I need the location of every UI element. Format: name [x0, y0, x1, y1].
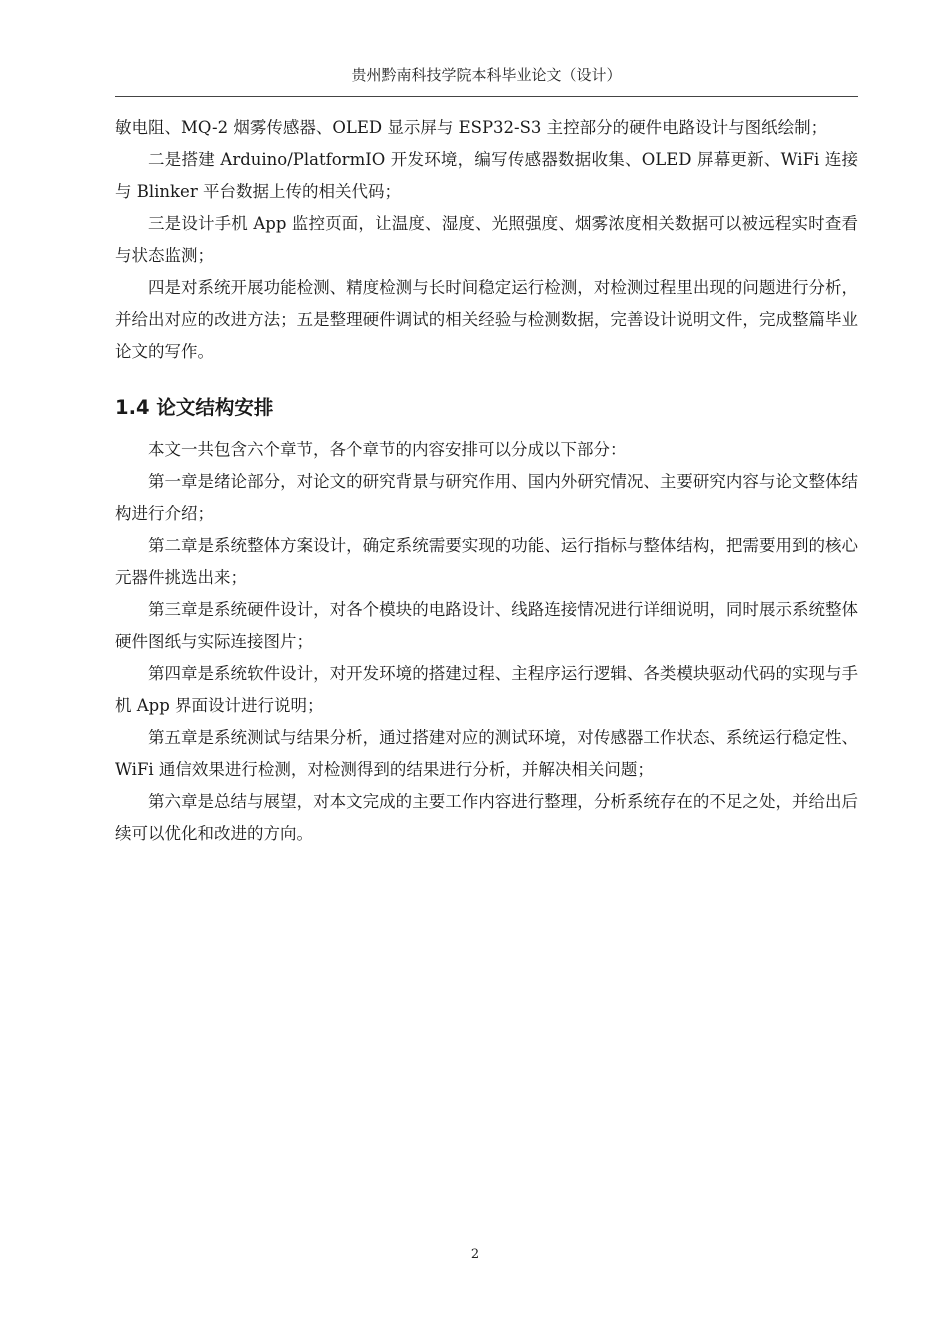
paragraph-after-2: 第二章是系统整体方案设计，确定系统需要实现的功能、运行指标与整体结构，把需要用到的核心元器件挑选出来； [115, 536, 858, 587]
page-number: 2 [470, 1247, 480, 1262]
paragraph-before-1: 二是搭建 Arduino/PlatformIO 开发环境，编写传感器数据收集、OLED 屏幕更新、WiFi 连接与 Blinker 平台数据上传的相关代码； [115, 150, 858, 201]
paragraph-after-5: 第五章是系统测试与结果分析，通过搭建对应的测试环境，对传感器工作状态、系统运行稳定性、WiFi 通信效果进行检测，对检测得到的结果进行分析，并解决相关问题； [115, 728, 858, 779]
paragraph-after-3: 第三章是系统硬件设计，对各个模块的电路设计、线路连接情况进行详细说明，同时展示系统整体硬件图纸与实际连接图片； [115, 600, 858, 651]
paragraph-after-0: 本文一共包含六个章节，各个章节的内容安排可以分成以下部分： [148, 440, 627, 459]
page-header: 贵州黔南科技学院本科毕业论文（设计） [351, 66, 622, 84]
paragraph-after-1: 第一章是绪论部分，对论文的研究背景与研究作用、国内外研究情况、主要研究内容与论文整体结构进行介绍； [115, 472, 858, 523]
paragraph-after-6: 第六章是总结与展望，对本文完成的主要工作内容进行整理，分析系统存在的不足之处，并给出后续可以优化和改进的方向。 [115, 792, 858, 843]
paragraph-before-3: 四是对系统开展功能检测、精度检测与长时间稳定运行检测，对检测过程里出现的问题进行分析，并给出对应的改进方法；五是整理硬件调试的相关经验与检测数据，完善设计说明文件，完成整篇毕业论文的写作。 [115, 278, 858, 361]
document-body [115, 112, 858, 850]
paragraph-before-0: 敏电阻、MQ-2 烟雾传感器、OLED 显示屏与 ESP32-S3 主控部分的硬件电路设计与图纸绘制； [115, 118, 828, 137]
header-rule [115, 96, 858, 97]
paragraph-after-4: 第四章是系统软件设计，对开发环境的搭建过程、主程序运行逻辑、各类模块驱动代码的实现与手机 App 界面设计进行说明； [115, 664, 858, 715]
section-heading: 1.4 论文结构安排 [115, 396, 274, 419]
paragraph-before-2: 三是设计手机 App 监控页面，让温度、湿度、光照强度、烟雾浓度相关数据可以被远程实时查看与状态监测； [115, 214, 858, 265]
